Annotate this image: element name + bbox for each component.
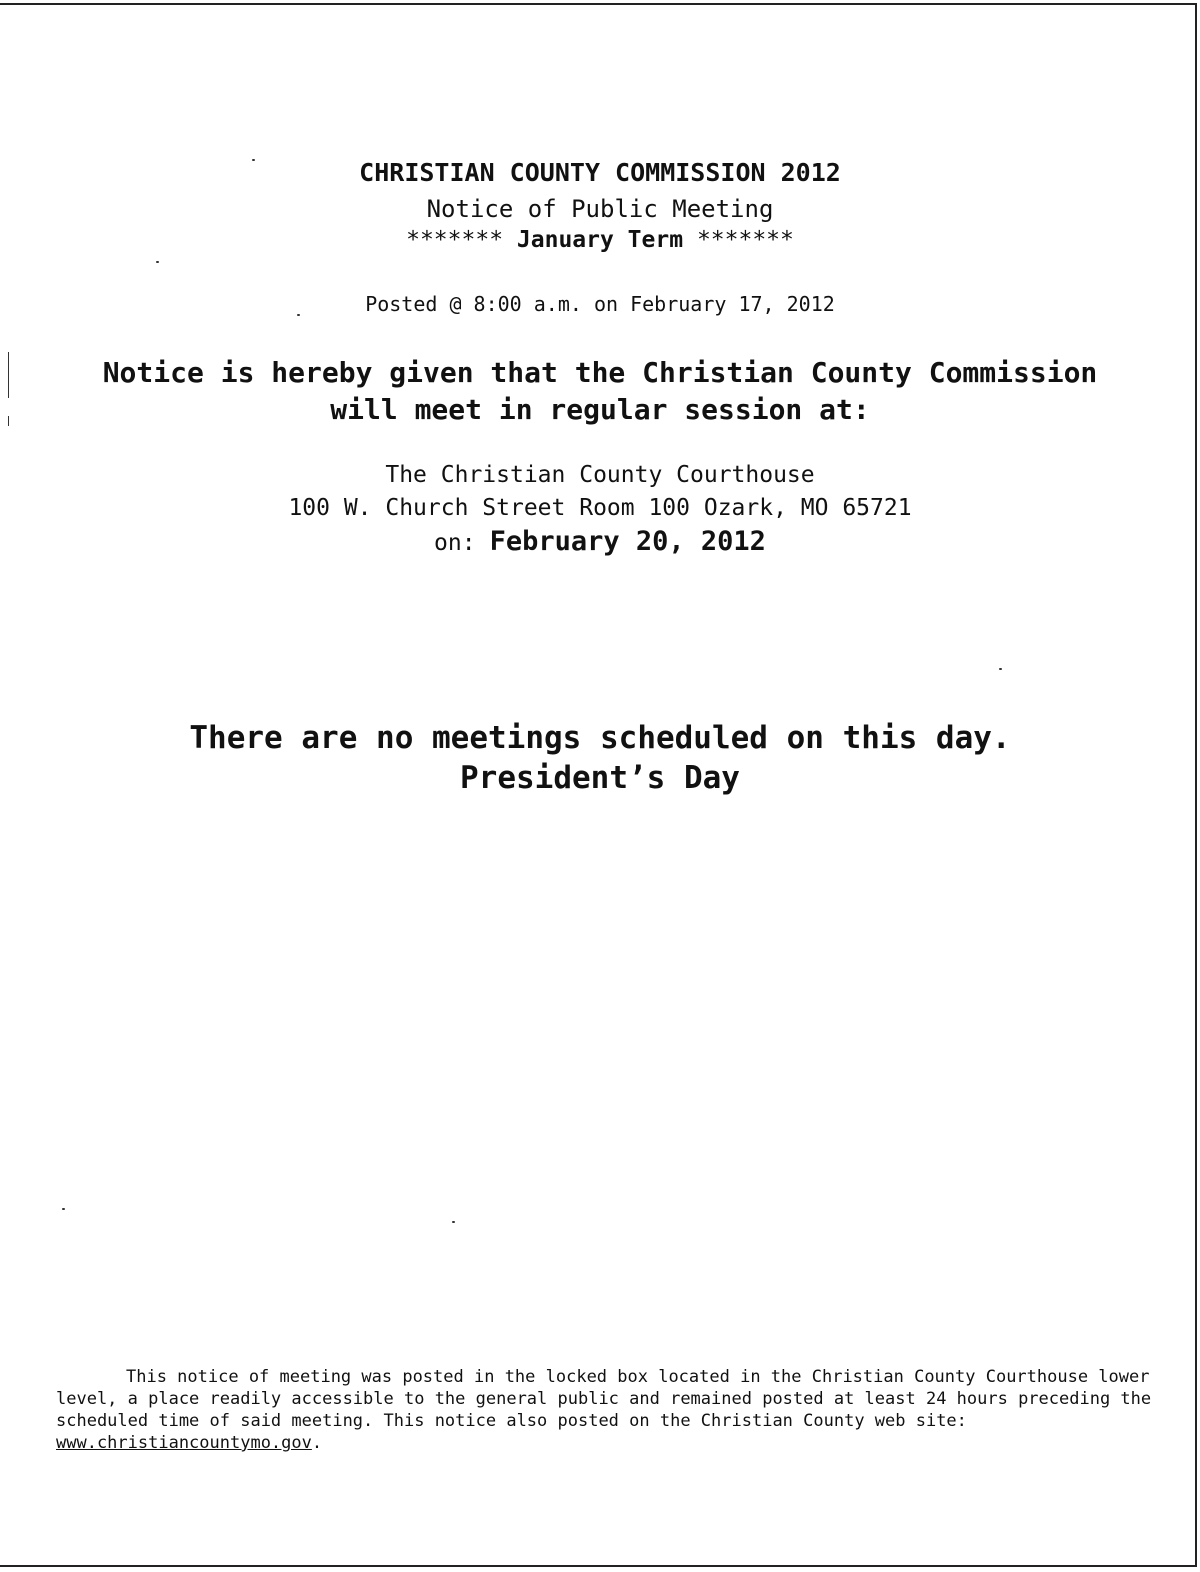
posting-statement-end: .: [311, 1433, 323, 1453]
scan-border-top: [0, 3, 1196, 5]
on-label: on:: [434, 530, 476, 556]
scan-speck: [62, 1208, 65, 1210]
term-stars-left: *******: [406, 227, 504, 253]
meeting-address: 100 W. Church Street Room 100 Ozark, MO 65721: [288, 495, 912, 521]
posting-statement-text: This notice of meeting was posted in the locked box located in the Christian County Courthouse lower level, a place readily accessible to the general public and remained posted at least 24 hours preceding the scheduled time of said meeting. This notice also posted on the Christian County web site:: [56, 1367, 1152, 1431]
scan-speck: [156, 261, 159, 263]
posted-timestamp: Posted @ 8:00 a.m. on February 17, 2012: [365, 292, 835, 316]
meeting-building: The Christian County Courthouse: [385, 462, 815, 488]
county-website-link[interactable]: www.christiancountymo.gov: [56, 1433, 312, 1453]
posting-statement: [56, 1366, 1156, 1454]
notice-statement: [0, 354, 1200, 428]
term-line: [0, 227, 1200, 253]
scan-speck: [999, 668, 1002, 670]
notice-subtitle: Notice of Public Meeting: [426, 195, 774, 223]
scan-speck: [452, 1221, 455, 1223]
notice-line-1: Notice is hereby given that the Christian County Commission: [102, 356, 1098, 389]
meeting-date-line: [0, 526, 1200, 557]
commission-title: CHRISTIAN COUNTY COMMISSION 2012: [359, 158, 841, 187]
notice-line-2: will meet in regular session at:: [330, 393, 870, 426]
meeting-date: February 20, 2012: [489, 526, 766, 557]
term-name: January Term: [516, 227, 684, 253]
holiday-name: President’s Day: [460, 760, 740, 796]
no-meetings-text: There are no meetings scheduled on this day.: [189, 720, 1011, 756]
scan-border-bottom: [0, 1565, 1197, 1567]
no-meetings-announcement: [0, 718, 1200, 798]
term-stars-right: *******: [696, 227, 794, 253]
